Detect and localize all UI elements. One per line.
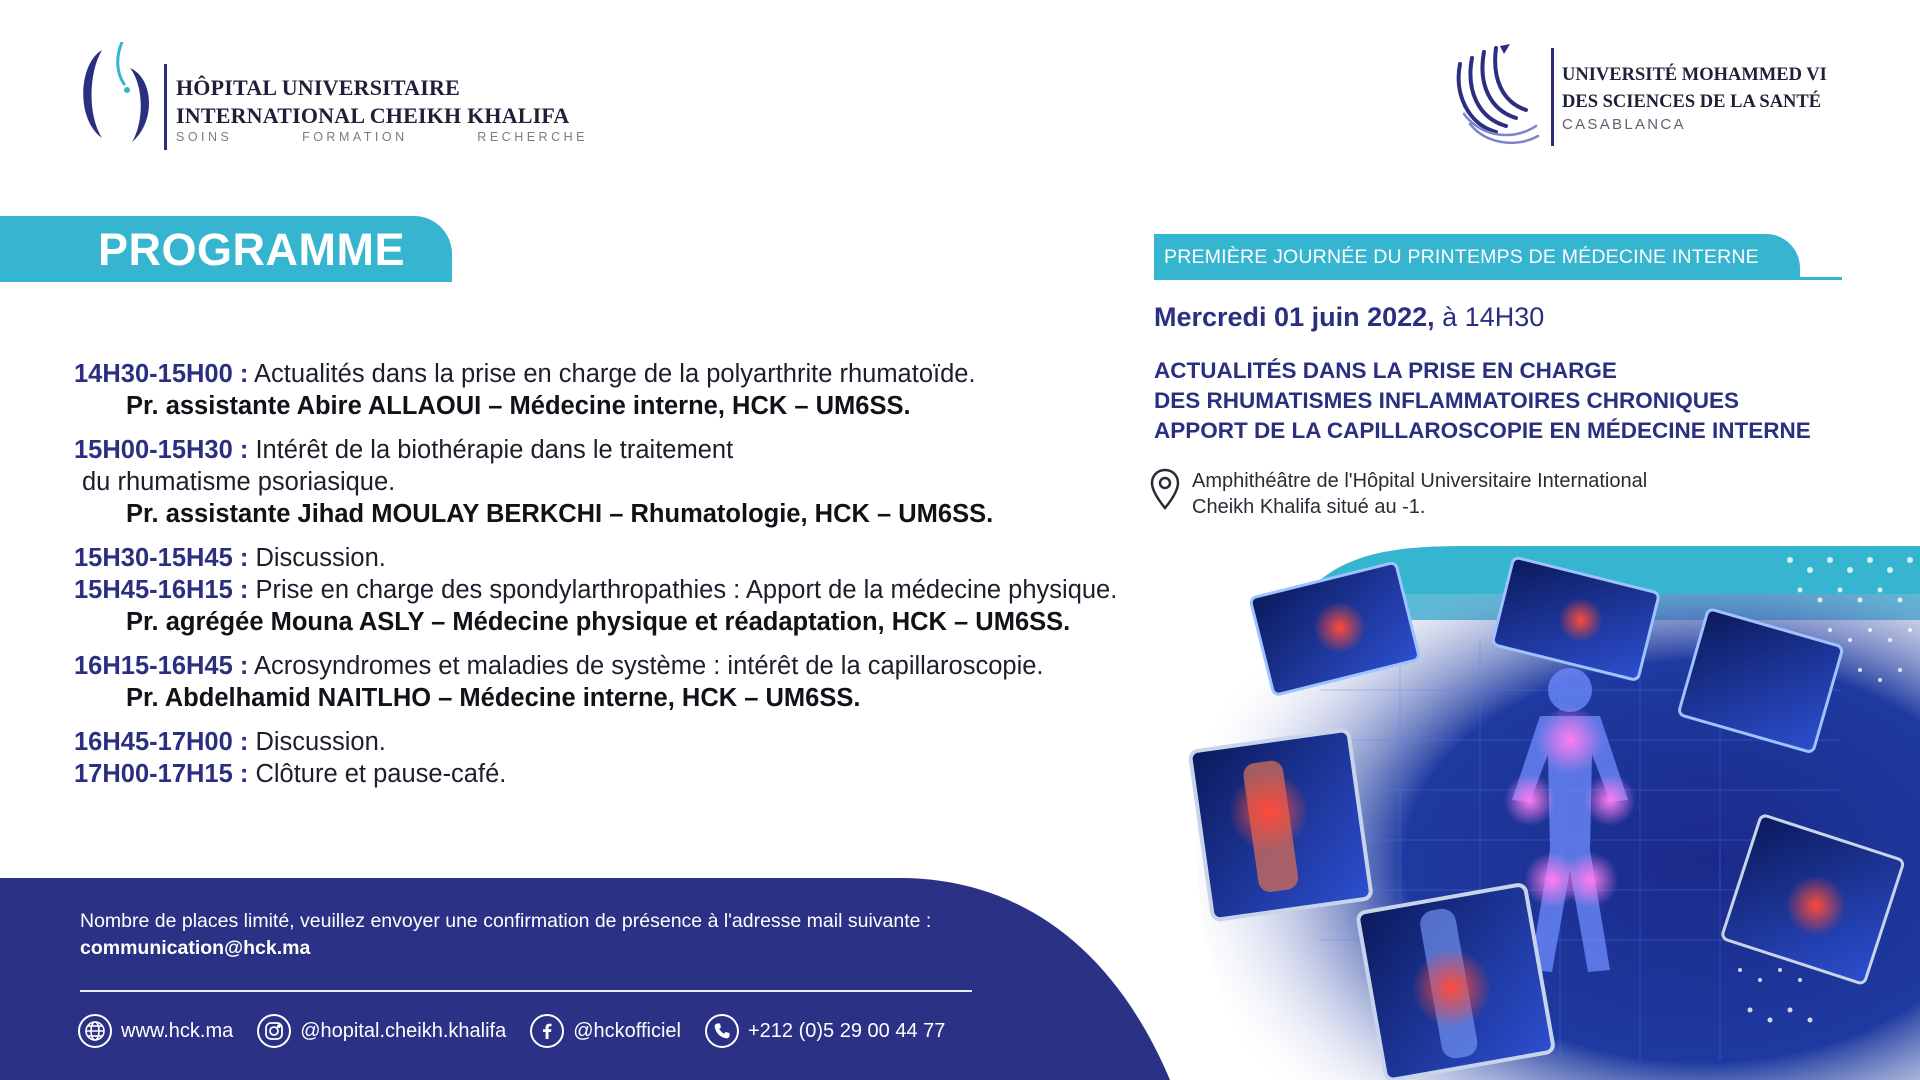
hck-logo xyxy=(72,42,592,152)
schedule-speaker: Pr. assistante Abire ALLAOUI – Médecine interne, HCK – UM6SS. xyxy=(126,392,911,420)
medical-imaging-artwork xyxy=(1140,540,1920,1080)
schedule-item xyxy=(74,542,1294,574)
event-location xyxy=(1150,468,1710,528)
tag-recherche: RECHERCHE xyxy=(477,130,588,144)
event-date-text: Mercredi 01 juin 2022, xyxy=(1154,302,1435,332)
schedule-topic: Prise en charge des spondylarthropathies : Apport de la médecine physique. xyxy=(255,576,1118,604)
tag-soins: SOINS xyxy=(176,130,233,144)
schedule-time: 15H30-15H45 : xyxy=(74,544,249,572)
contact-facebook[interactable] xyxy=(530,1014,681,1048)
event-banner-underline xyxy=(1154,277,1842,280)
contact-phone-text[interactable]: +212 (0)5 29 00 44 77 xyxy=(748,1019,946,1042)
schedule-speaker: Pr. assistante Jihad MOULAY BERKCHI – Rhumatologie, HCK – UM6SS. xyxy=(126,500,994,528)
schedule-item xyxy=(74,358,1294,422)
event-title-line: DES RHUMATISMES INFLAMMATOIRES CHRONIQUES xyxy=(1154,388,1740,413)
um6ss-logo xyxy=(1450,44,1870,154)
hck-name-line1: HÔPITAL UNIVERSITAIRE xyxy=(176,75,460,100)
footer-notice-text: Nombre de places limité, veuillez envoyer une confirmation de présence à l'adresse mail suivante : xyxy=(80,910,932,932)
contact-website[interactable] xyxy=(78,1014,233,1048)
programme-banner xyxy=(0,216,452,282)
hck-name xyxy=(176,74,570,130)
event-title-line: ACTUALITÉS DANS LA PRISE EN CHARGE xyxy=(1154,358,1617,383)
event-title xyxy=(1154,356,1811,446)
hck-tagline xyxy=(176,130,588,144)
schedule-topic: Clôture et pause-café. xyxy=(255,760,507,788)
footer-email-link[interactable]: communication@hck.ma xyxy=(80,937,311,959)
schedule-topic: Intérêt de la biothérapie dans le traitement xyxy=(255,436,734,464)
schedule-topic: Acrosyndromes et maladies de système : intérêt de la capillaroscopie. xyxy=(254,652,1044,680)
hck-name-line2: INTERNATIONAL CHEIKH KHALIFA xyxy=(176,103,570,128)
event-title-line: APPORT DE LA CAPILLAROSCOPIE EN MÉDECINE INTERNE xyxy=(1154,418,1811,443)
globe-icon xyxy=(78,1014,112,1048)
contact-instagram[interactable] xyxy=(257,1014,506,1048)
um6ss-name xyxy=(1562,62,1827,116)
event-time: à 14H30 xyxy=(1442,302,1545,332)
event-banner-text: PREMIÈRE JOURNÉE DU PRINTEMPS DE MÉDECINE INTERNE xyxy=(1164,246,1759,268)
schedule-time: 15H00-15H30 : xyxy=(74,436,249,464)
schedule-time: 14H30-15H00 : xyxy=(74,360,249,388)
schedule-time: 15H45-16H15 : xyxy=(74,576,249,604)
location-pin-icon xyxy=(1150,468,1180,510)
schedule-item xyxy=(74,574,1294,638)
tag-formation: FORMATION xyxy=(302,130,408,144)
programme-title: PROGRAMME xyxy=(98,224,405,275)
instagram-icon xyxy=(257,1014,291,1048)
schedule-item xyxy=(74,726,1294,758)
footer-divider xyxy=(80,990,972,992)
schedule-topic-continued: du rhumatisme psoriasique. xyxy=(82,468,396,496)
footer-notice xyxy=(80,908,931,962)
schedule xyxy=(74,358,1294,790)
schedule-item xyxy=(74,650,1294,714)
event-banner xyxy=(1154,234,1800,280)
hck-logo-mark-icon xyxy=(72,42,158,146)
schedule-topic: Actualités dans la prise en charge de la polyarthrite rhumatoïde. xyxy=(254,360,976,388)
footer-contacts xyxy=(78,1014,969,1048)
phone-icon xyxy=(705,1014,739,1048)
schedule-time: 16H15-16H45 : xyxy=(74,652,249,680)
location-line: Amphithéâtre de l'Hôpital Universitaire International xyxy=(1192,470,1648,492)
schedule-item xyxy=(74,434,1294,530)
schedule-speaker: Pr. agrégée Mouna ASLY – Médecine physique et réadaptation, HCK – UM6SS. xyxy=(126,608,1071,636)
location-line: Cheikh Khalifa situé au -1. xyxy=(1192,496,1426,518)
location-address xyxy=(1192,468,1647,520)
um6ss-name-line2: DES SCIENCES DE LA SANTÉ xyxy=(1562,92,1822,112)
contact-facebook-text[interactable]: @hckofficiel xyxy=(573,1019,681,1042)
um6ss-logo-mark-icon xyxy=(1450,44,1542,148)
contact-phone[interactable] xyxy=(705,1014,945,1048)
schedule-item xyxy=(74,758,1294,790)
footer xyxy=(0,878,1180,1080)
schedule-topic: Discussion. xyxy=(255,728,386,756)
um6ss-city: CASABLANCA xyxy=(1562,116,1686,133)
schedule-speaker: Pr. Abdelhamid NAITLHO – Médecine interne, HCK – UM6SS. xyxy=(126,684,861,712)
event-date xyxy=(1154,302,1544,333)
um6ss-name-line1: UNIVERSITÉ MOHAMMED VI xyxy=(1562,65,1827,85)
logo-divider xyxy=(1551,48,1554,146)
schedule-time: 17H00-17H15 : xyxy=(74,760,249,788)
schedule-topic: Discussion. xyxy=(255,544,386,572)
contact-instagram-text[interactable]: @hopital.cheikh.khalifa xyxy=(300,1019,507,1042)
contact-website-text[interactable]: www.hck.ma xyxy=(121,1019,234,1042)
facebook-icon xyxy=(530,1014,564,1048)
schedule-time: 16H45-17H00 : xyxy=(74,728,249,756)
logo-divider xyxy=(164,64,167,150)
